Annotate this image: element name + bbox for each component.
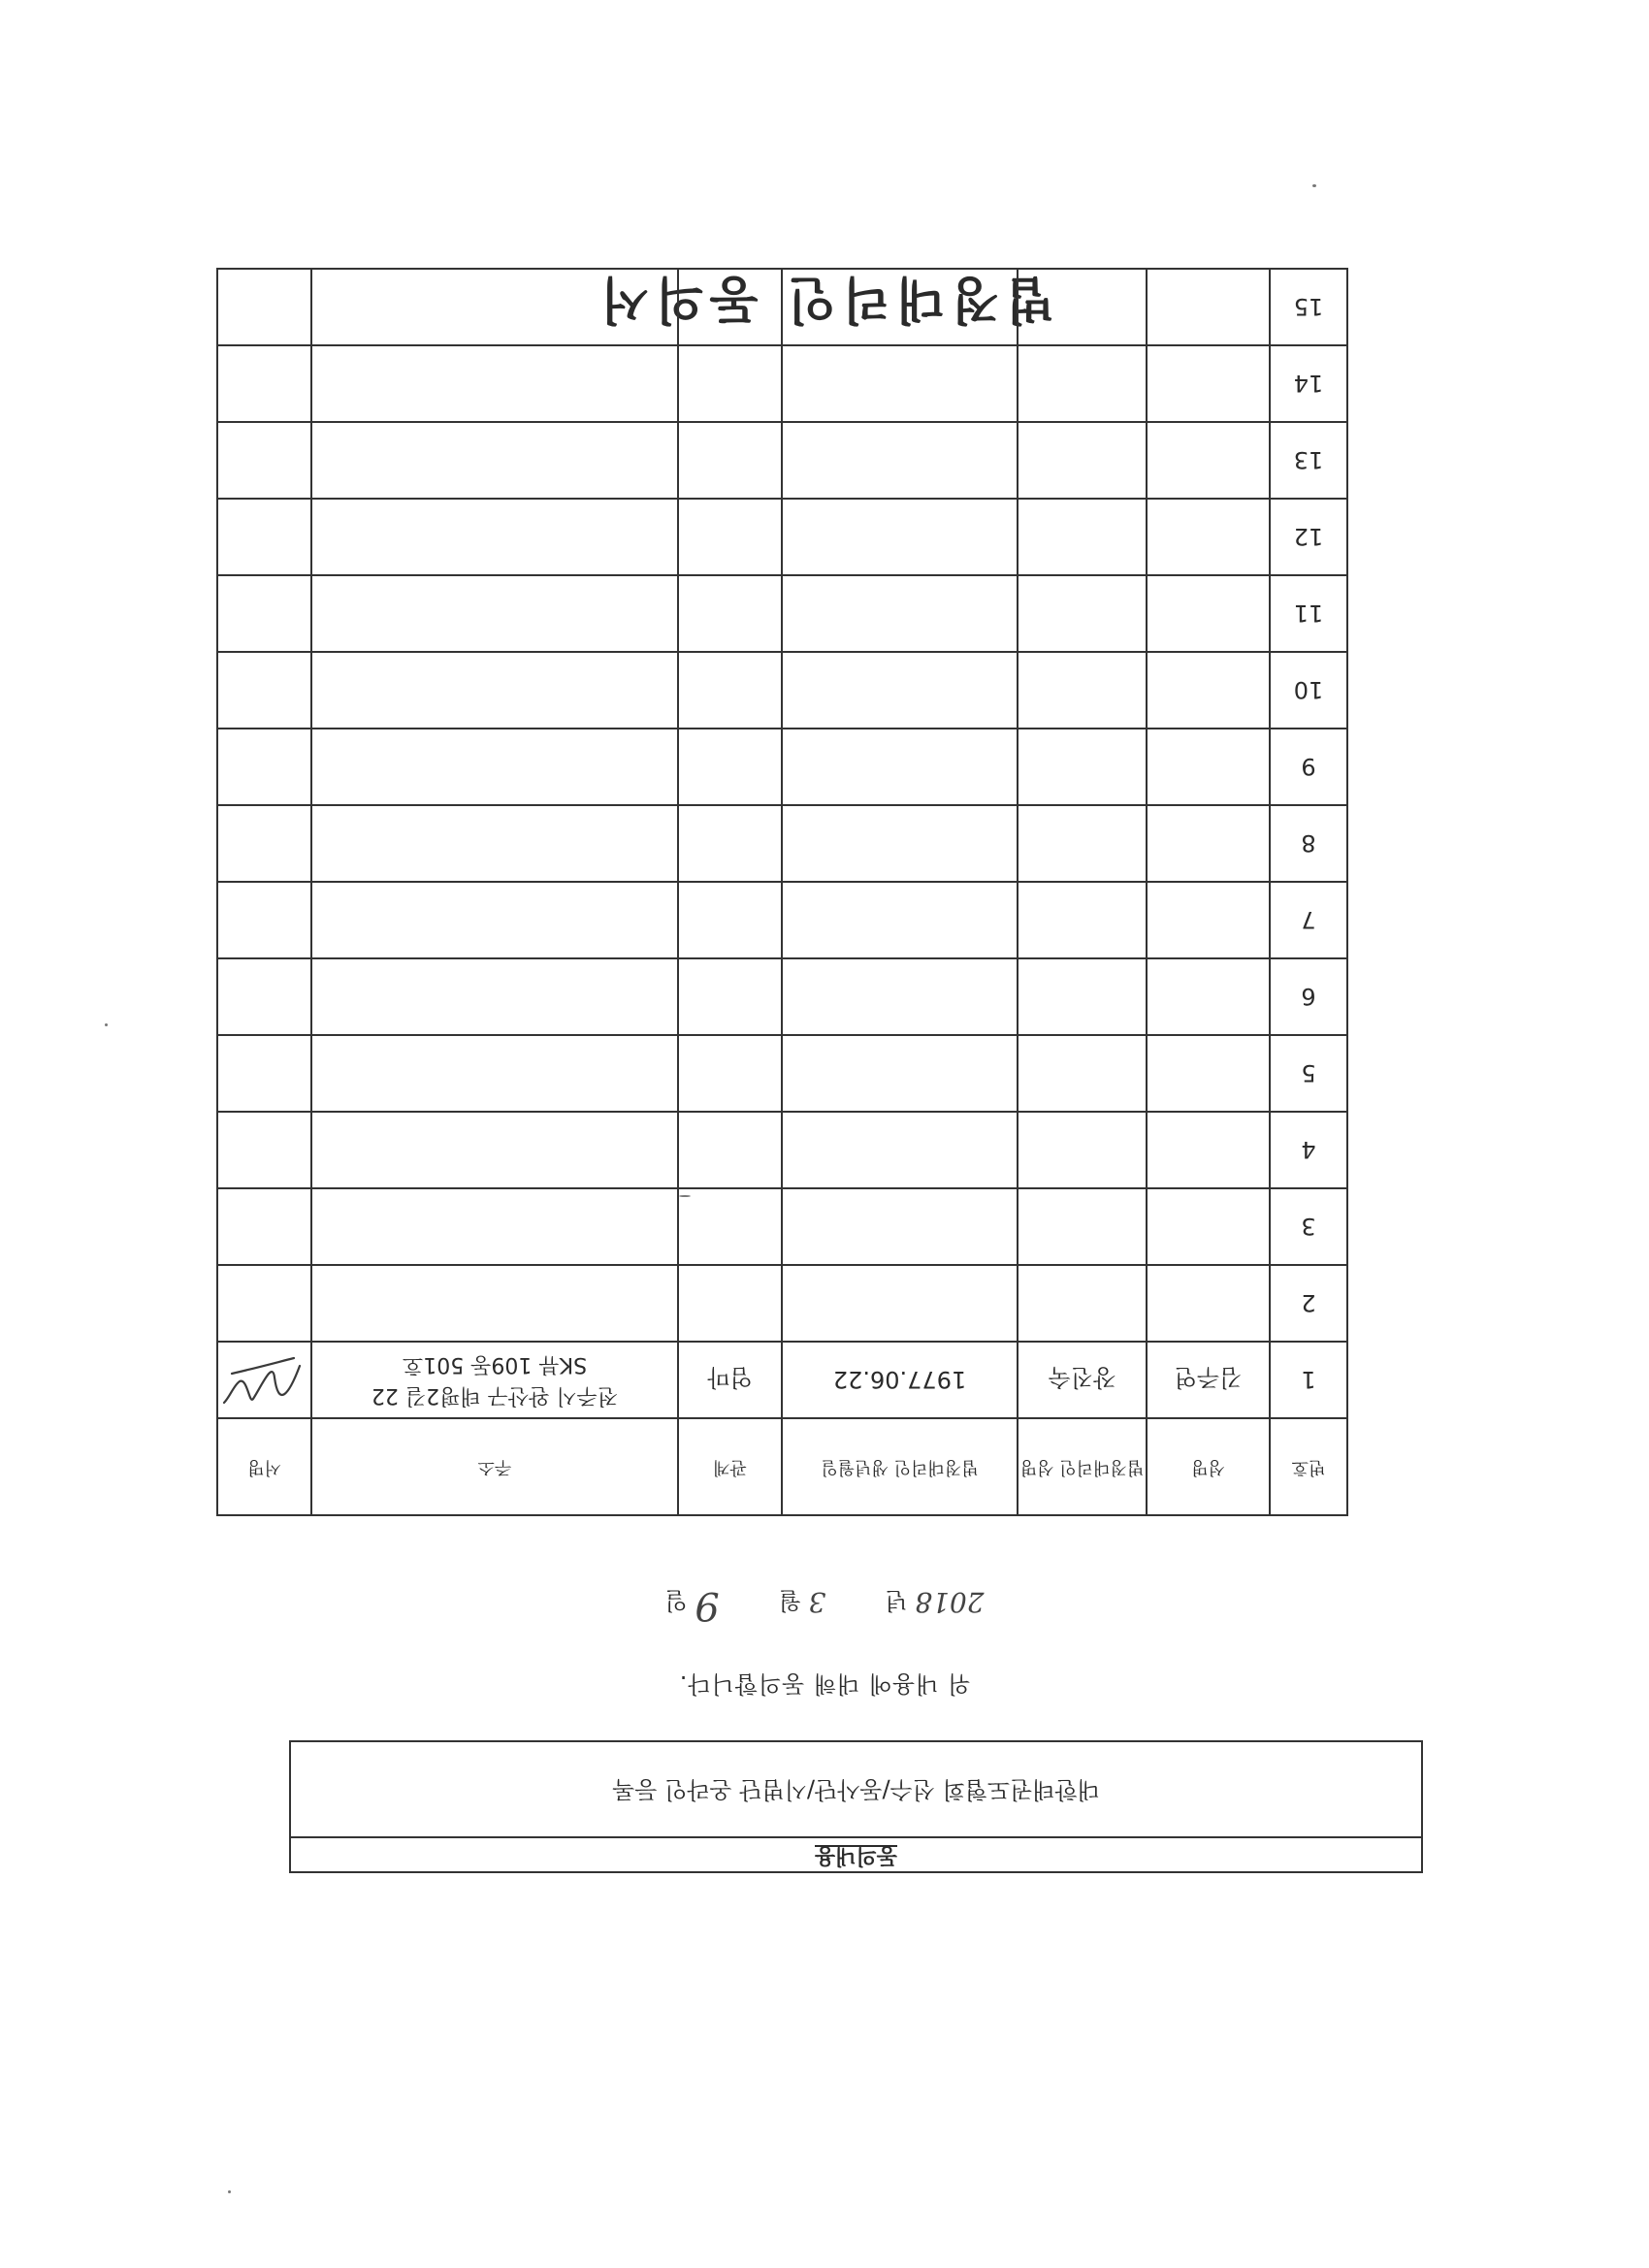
cell-guardian-name (1018, 958, 1147, 1035)
table-row (217, 729, 1347, 805)
cell-name (1147, 652, 1270, 729)
scan-speck (105, 1023, 108, 1026)
cell-signature (217, 269, 311, 345)
cell-signature (217, 575, 311, 652)
cell-address (311, 729, 678, 805)
cell-address (311, 422, 678, 499)
date-day-handwritten: 9 (695, 1583, 720, 1628)
cell-name (1147, 729, 1270, 805)
cell-relation (678, 729, 782, 805)
cell-guardian-name (1018, 1188, 1147, 1265)
cell-relation (678, 1035, 782, 1112)
cell-signature (217, 1265, 311, 1342)
cell-number: 9 (1270, 729, 1347, 805)
cell-number: 1 (1270, 1342, 1347, 1418)
cell-name (1147, 1035, 1270, 1112)
cell-number: 11 (1270, 575, 1347, 652)
table-row (217, 269, 1347, 345)
date-day-label: 일 (664, 1587, 688, 1614)
cell-guardian-birthdate (782, 1188, 1018, 1265)
cell-name (1147, 345, 1270, 422)
cell-relation (678, 652, 782, 729)
cell-signature (217, 652, 311, 729)
table-row (217, 345, 1347, 422)
cell-guardian-birthdate (782, 345, 1018, 422)
cell-relation (678, 422, 782, 499)
guardian-consent-table (216, 268, 1348, 1516)
cell-number: 12 (1270, 499, 1347, 575)
cell-guardian-name: 장진숙 (1018, 1342, 1147, 1418)
consent-heading: 동의내용 (291, 1836, 1421, 1871)
consent-content-box (289, 1740, 1423, 1873)
cell-relation (678, 1188, 782, 1265)
cell-address (311, 1342, 678, 1418)
date-year-handwritten: 2018 (915, 1586, 985, 1618)
cell-address (311, 652, 678, 729)
cell-guardian-name (1018, 882, 1147, 958)
cell-guardian-birthdate (782, 882, 1018, 958)
cell-address (311, 499, 678, 575)
cell-name (1147, 805, 1270, 882)
cell-signature (217, 805, 311, 882)
signing-date (0, 1583, 1649, 1628)
address-line-2: SK뷰 109동 501호 (402, 1352, 588, 1377)
cell-guardian-birthdate (782, 805, 1018, 882)
header-address: 주소 (311, 1418, 678, 1515)
header-relation: 관계 (678, 1418, 782, 1515)
cell-relation (678, 575, 782, 652)
cell-relation (678, 499, 782, 575)
cell-number: 10 (1270, 652, 1347, 729)
table-row (217, 1188, 1347, 1265)
cell-relation (678, 1265, 782, 1342)
cell-relation (678, 345, 782, 422)
table-row (217, 499, 1347, 575)
table-row (217, 958, 1347, 1035)
cell-address (311, 1265, 678, 1342)
cell-address (311, 882, 678, 958)
cell-name (1147, 958, 1270, 1035)
cell-guardian-birthdate (782, 729, 1018, 805)
table-row (217, 422, 1347, 499)
cell-number: 4 (1270, 1112, 1347, 1188)
table-row (217, 805, 1347, 882)
cell-guardian-name (1018, 1035, 1147, 1112)
header-guardian-name: 법정대리인 성명 (1018, 1418, 1147, 1515)
cell-signature (217, 1035, 311, 1112)
cell-guardian-name (1018, 805, 1147, 882)
table-row (217, 1265, 1347, 1342)
scan-speck (1312, 184, 1316, 187)
cell-address (311, 575, 678, 652)
cell-name (1147, 499, 1270, 575)
cell-signature (217, 1188, 311, 1265)
cell-guardian-birthdate (782, 269, 1018, 345)
cell-signature (217, 958, 311, 1035)
table-row (217, 652, 1347, 729)
document-title: 법정대리인 동의서 (595, 270, 1054, 328)
cell-guardian-name (1018, 269, 1147, 345)
cell-address (311, 345, 678, 422)
cell-name (1147, 1188, 1270, 1265)
cell-guardian-name (1018, 652, 1147, 729)
cell-name (1147, 422, 1270, 499)
table-row (217, 1112, 1347, 1188)
date-year-label: 년 (885, 1587, 908, 1614)
date-month-handwritten: 3 (808, 1586, 826, 1618)
header-number: 번호 (1270, 1418, 1347, 1515)
cell-guardian-birthdate (782, 652, 1018, 729)
cell-number: 6 (1270, 958, 1347, 1035)
cell-guardian-name (1018, 422, 1147, 499)
cell-relation (678, 882, 782, 958)
cell-guardian-birthdate: 1977.06.22 (782, 1342, 1018, 1418)
table-row (217, 1035, 1347, 1112)
cell-guardian-birthdate (782, 575, 1018, 652)
table-row (217, 1342, 1347, 1418)
cell-name (1147, 1112, 1270, 1188)
cell-name: 김주연 (1147, 1342, 1270, 1418)
scan-speck (228, 2190, 231, 2193)
cell-address (311, 1035, 678, 1112)
date-month-label: 월 (778, 1587, 801, 1614)
cell-name (1147, 1265, 1270, 1342)
cell-guardian-birthdate (782, 1112, 1018, 1188)
cell-guardian-name (1018, 1112, 1147, 1188)
cell-guardian-birthdate (782, 1265, 1018, 1342)
table-row (217, 882, 1347, 958)
cell-address (311, 958, 678, 1035)
cell-address (311, 1188, 678, 1265)
cell-number: 14 (1270, 345, 1347, 422)
cell-number: 3 (1270, 1188, 1347, 1265)
table-body (217, 269, 1347, 1418)
cell-guardian-name (1018, 575, 1147, 652)
cell-guardian-birthdate (782, 499, 1018, 575)
cell-guardian-birthdate (782, 422, 1018, 499)
cell-relation (678, 1112, 782, 1188)
cell-number: 8 (1270, 805, 1347, 882)
cell-guardian-name (1018, 729, 1147, 805)
cell-address (311, 269, 678, 345)
cell-guardian-name (1018, 499, 1147, 575)
agreement-statement: 위 내용에 대해 동의합니다. (678, 1670, 971, 1698)
cell-number: 7 (1270, 882, 1347, 958)
cell-signature (217, 1112, 311, 1188)
cell-address (311, 805, 678, 882)
header-guardian-birthdate: 법정대리인 생년월일 (782, 1418, 1018, 1515)
cell-signature (217, 882, 311, 958)
cell-signature (217, 729, 311, 805)
cell-name (1147, 882, 1270, 958)
address-line-1: 전주시 완산구 태평2길 22 (371, 1383, 619, 1409)
cell-signature (217, 345, 311, 422)
cell-relation: 엄마 (678, 1342, 782, 1418)
cell-number: 13 (1270, 422, 1347, 499)
cell-signature (217, 1342, 311, 1418)
cell-number: 5 (1270, 1035, 1347, 1112)
table-row (217, 575, 1347, 652)
cell-name (1147, 269, 1270, 345)
cell-relation (678, 269, 782, 345)
table-header-row (217, 1418, 1347, 1515)
header-signature: 서명 (217, 1418, 311, 1515)
cell-guardian-name (1018, 1265, 1147, 1342)
cell-relation (678, 958, 782, 1035)
cell-relation (678, 805, 782, 882)
cell-signature (217, 422, 311, 499)
cell-guardian-birthdate (782, 1035, 1018, 1112)
cell-guardian-name (1018, 345, 1147, 422)
header-name: 성명 (1147, 1418, 1270, 1515)
cell-guardian-birthdate (782, 958, 1018, 1035)
cell-address (311, 1112, 678, 1188)
consent-description: 대한태권도협회 선수/동사단/시범단 온라인 등록 (612, 1776, 1100, 1803)
scan-speck (679, 1195, 691, 1197)
handwritten-signature (221, 1349, 308, 1417)
cell-number: 2 (1270, 1265, 1347, 1342)
cell-signature (217, 499, 311, 575)
cell-name (1147, 575, 1270, 652)
cell-number: 15 (1270, 269, 1347, 345)
